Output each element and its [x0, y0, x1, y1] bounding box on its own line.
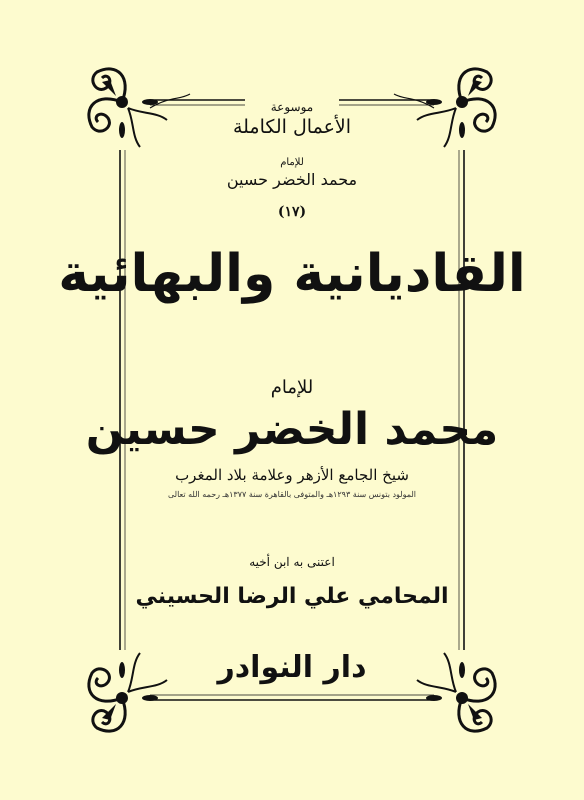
- series-author: محمد الخضر حسين: [226, 170, 358, 189]
- series-lil-imam: للإمام: [280, 157, 304, 168]
- series-title: الأعمال الكاملة: [232, 116, 352, 138]
- book-title: القاديانية والبهائية: [58, 244, 526, 304]
- editor-label: اعتنى به ابن أخيه: [249, 555, 335, 569]
- author-description: شيخ الجامع الأزهر وعلامة بلاد المغرب: [175, 466, 409, 484]
- editor-name: المحامي علي الرضا الحسيني: [135, 584, 449, 609]
- author-prefix: للإمام: [270, 377, 314, 398]
- series-encyclopedia-label: موسوعة: [270, 100, 314, 114]
- author-name: محمد الخضر حسين: [85, 404, 499, 455]
- author-dates: المولود بتونس سنة ١٢٩٣هـ والمتوفى بالقاهرة سنة ١٣٧٧هـ رحمه الله تعالى: [167, 490, 417, 499]
- volume-number: (١٧): [277, 204, 307, 220]
- publisher-logo: دار النوادر: [217, 650, 367, 685]
- corner-ornament: [89, 69, 495, 731]
